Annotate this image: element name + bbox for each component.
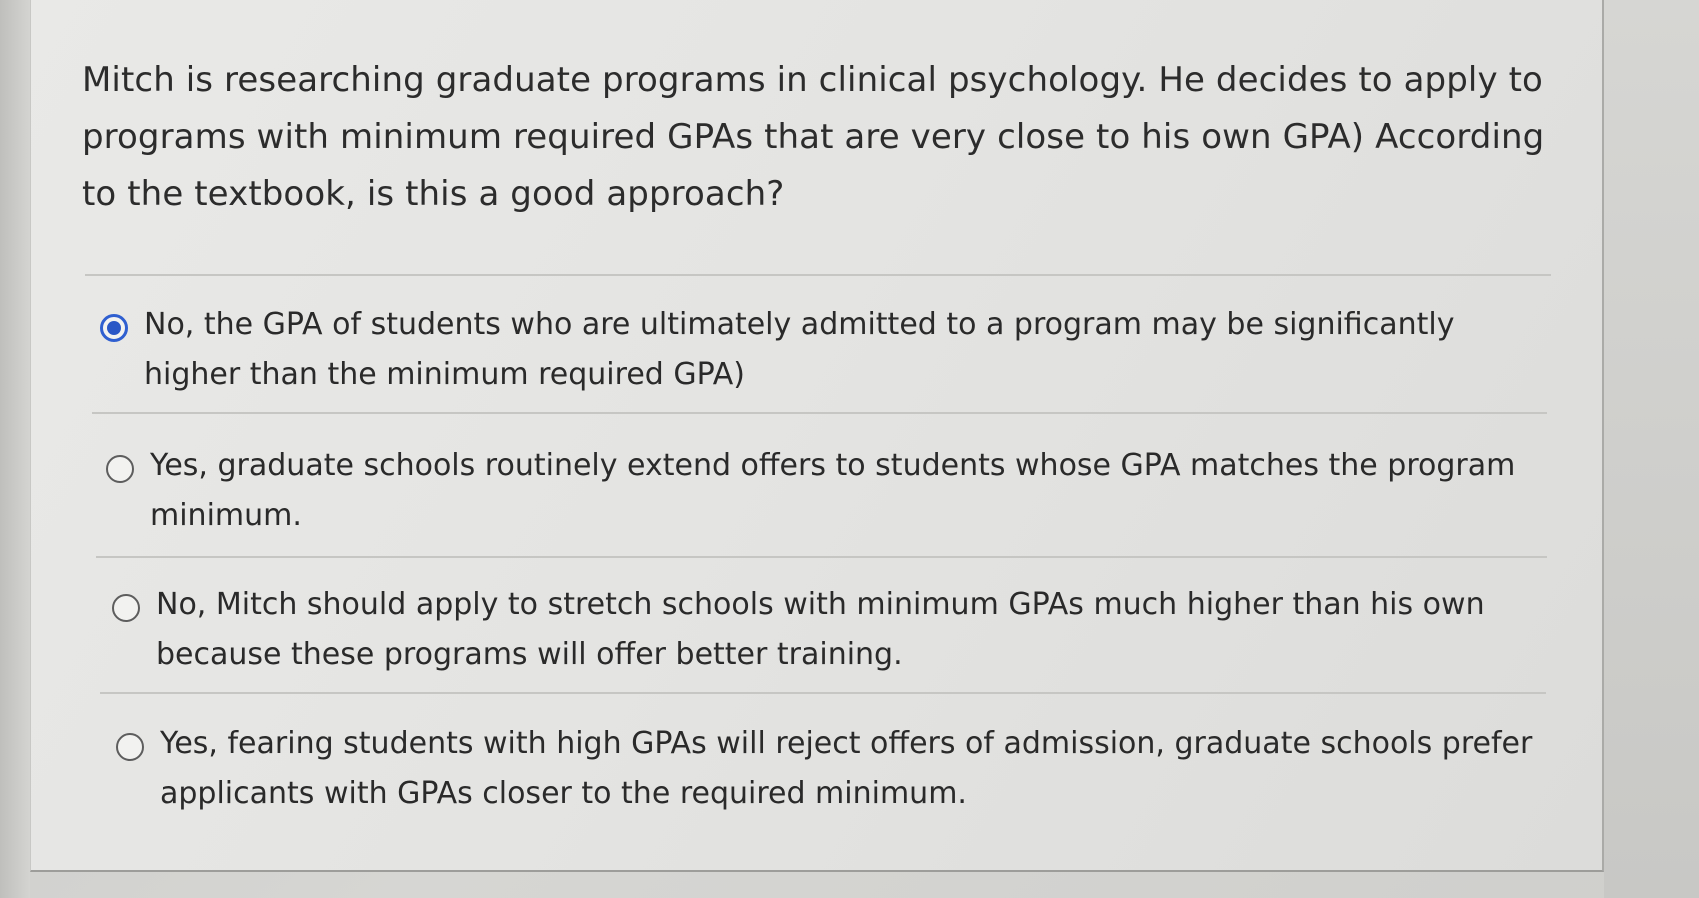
answer-choice-label: No, Mitch should apply to stretch schools with minimum GPAs much higher than his own because these programs will offer better training. (156, 587, 1485, 672)
answer-choice-label: No, the GPA of students who are ultimately admitted to a program may be significantly higher than the minimum required GPA) (144, 307, 1455, 392)
right-screen-edge (1604, 0, 1699, 898)
answer-choice-4[interactable] (116, 719, 1536, 819)
answer-choice-2[interactable] (106, 441, 1536, 541)
answer-choice-1[interactable] (100, 300, 1550, 400)
radio-button-selected-icon[interactable] (100, 314, 128, 342)
question-text: Mitch is researching graduate programs in clinical psychology. He decides to apply to programs with minimum required GPAs that are very close to his own GPA) According to the textbook, is this a good approach? (82, 60, 1545, 214)
radio-button-icon[interactable] (112, 594, 140, 622)
divider (85, 274, 1551, 276)
divider (96, 556, 1547, 558)
answer-choice-label: Yes, graduate schools routinely extend offers to students whose GPA matches the program minimum. (150, 448, 1516, 533)
radio-button-icon[interactable] (116, 733, 144, 761)
answer-choice-label: Yes, fearing students with high GPAs will reject offers of admission, graduate schools prefer applicants with GPAs closer to the required minimum. (160, 726, 1533, 811)
radio-button-icon[interactable] (106, 455, 134, 483)
answer-choice-3[interactable] (112, 580, 1542, 680)
divider (100, 692, 1546, 694)
left-screen-edge (0, 0, 30, 898)
divider (92, 412, 1547, 414)
